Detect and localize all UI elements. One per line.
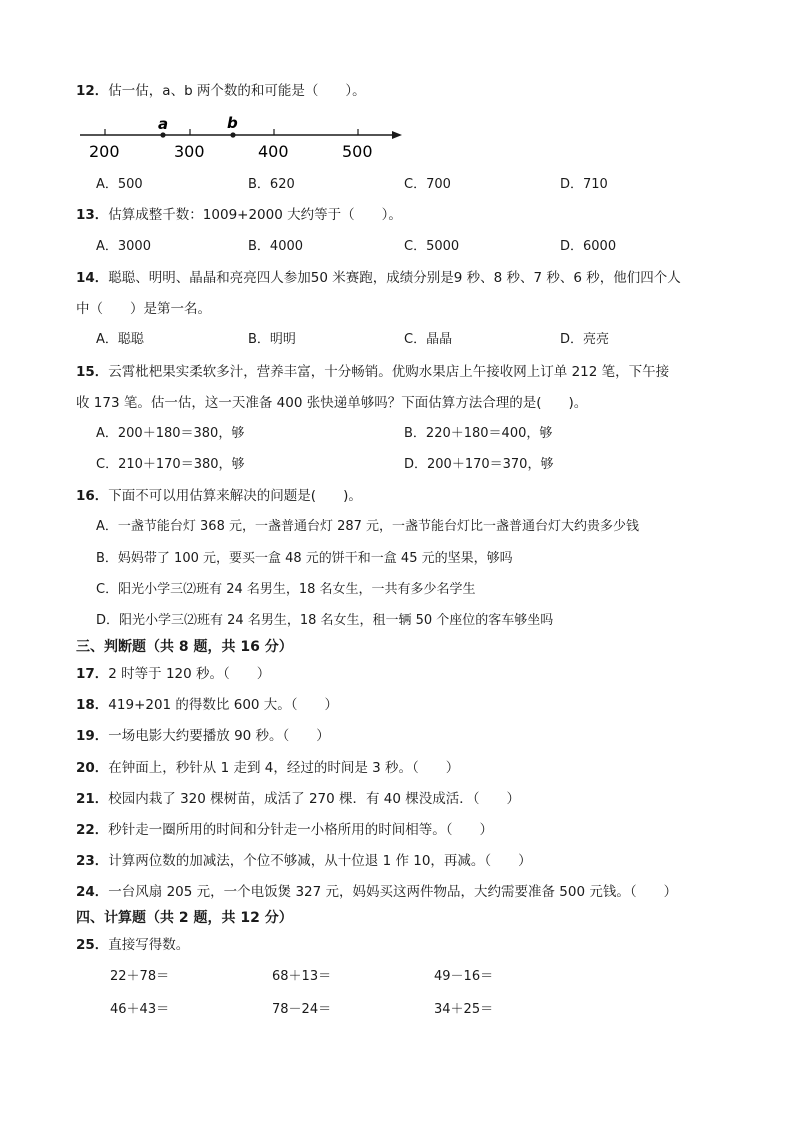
- q24-text: 一台风扇 205 元，一个电饭煲 327 元，妈妈买这两件物品，大约需要准备 500 元钱。（ ）: [108, 884, 678, 900]
- q25-expr-5: 78－24＝: [272, 1002, 332, 1017]
- q15-option-a: A．200＋180＝380，够: [96, 426, 245, 441]
- q16-stem: [76, 487, 362, 505]
- q14-option-d: D．亮亮: [560, 332, 610, 347]
- q19-text: 一场电影大约要播放 90 秒。（ ）: [108, 728, 330, 744]
- q21-number: 21．: [76, 791, 109, 807]
- q23: [76, 852, 532, 870]
- section-4-heading: 四、计算题（共 2 题，共 12 分）: [76, 910, 293, 926]
- q20-number: 20．: [76, 760, 109, 776]
- q12-number: 12．: [76, 83, 109, 99]
- q15-text1: 云霄枇杷果实柔软多汁，营养丰富，十分畅销。优购水果店上午接收网上订单 212 笔，下午接: [108, 364, 670, 380]
- q25-expr-3: 49－16＝: [434, 969, 494, 984]
- q14-option-c: C．晶晶: [404, 332, 453, 347]
- q22: [76, 821, 493, 839]
- q16-text: 下面不可以用估算来解决的问题是( )。: [108, 488, 362, 504]
- point-b-dot: [230, 132, 235, 137]
- number-line-arrow: [392, 131, 402, 139]
- q12-text: 估一估，a、b 两个数的和可能是（ ）。: [108, 83, 366, 99]
- q15-stem-line2: 收 173 笔。估一估，这一天准备 400 张快递单够吗？下面估算方法合理的是( )。: [76, 395, 588, 411]
- q20: [76, 759, 459, 777]
- tick-label-500: 500: [342, 142, 373, 161]
- q12-option-b: B．620: [248, 177, 295, 192]
- section-3-heading: 三、判断题（共 8 题，共 16 分）: [76, 639, 293, 655]
- q22-text: 秒针走一圈所用的时间和分针走一小格所用的时间相等。（ ）: [108, 822, 494, 838]
- q13-stem: [76, 206, 402, 224]
- q24-number: 24．: [76, 884, 109, 900]
- q25-stem: [76, 936, 189, 954]
- q13-option-b: B．4000: [248, 239, 304, 254]
- q12-option-c: C．700: [404, 177, 451, 192]
- q13-option-c: C．5000: [404, 239, 460, 254]
- q12-stem: [76, 82, 366, 100]
- q12-option-a: A．500: [96, 177, 143, 192]
- point-a-label: a: [158, 115, 169, 133]
- q25-number: 25．: [76, 937, 109, 953]
- tick-label-300: 300: [174, 142, 205, 161]
- q25-expr-2: 68＋13＝: [272, 969, 332, 984]
- q18-number: 18．: [76, 697, 109, 713]
- q15-stem-line1: [76, 363, 669, 381]
- q25-text: 直接写得数。: [108, 937, 190, 953]
- point-a-dot: [160, 132, 165, 137]
- tick-label-400: 400: [258, 142, 289, 161]
- q21: [76, 790, 520, 808]
- q16-option-a: A．一盏节能台灯 368 元，一盏普通台灯 287 元，一盏节能台灯比一盏普通台灯大约贵多少钱: [96, 519, 640, 534]
- q14-stem-line1: [76, 269, 681, 287]
- q15-option-d: D．200＋170＝370，够: [404, 457, 554, 472]
- q25-expr-6: 34＋25＝: [434, 1002, 494, 1017]
- q13-number: 13．: [76, 207, 109, 223]
- q14-number: 14．: [76, 270, 109, 286]
- q14-stem-line2: 中（ ）是第一名。: [76, 301, 211, 317]
- q15-option-b: B．220＋180＝400，够: [404, 426, 553, 441]
- tick-label-200: 200: [89, 142, 120, 161]
- q22-number: 22．: [76, 822, 109, 838]
- q16-option-d: D．阳光小学三⑵班有 24 名男生，18 名女生，租一辆 50 个座位的客车够坐吗: [96, 613, 554, 628]
- q16-option-b: B．妈妈带了 100 元，要买一盒 48 元的饼干和一盒 45 元的坚果，够吗: [96, 551, 513, 566]
- q24: [76, 883, 677, 901]
- q25-expr-1: 22＋78＝: [110, 969, 170, 984]
- q13-text: 估算成整千数：1009+2000 大约等于（ ）。: [108, 207, 402, 223]
- q15-option-c: C．210＋170＝380，够: [96, 457, 245, 472]
- q18-text: 419+201 的得数比 600 大。（ ）: [108, 697, 339, 713]
- q13-option-a: A．3000: [96, 239, 151, 254]
- q13-option-d: D．6000: [560, 239, 617, 254]
- q25-expr-4: 46＋43＝: [110, 1002, 170, 1017]
- q16-number: 16．: [76, 488, 109, 504]
- q15-number: 15．: [76, 364, 109, 380]
- q21-text: 校园内栽了 320 棵树苗，成活了 270 棵．有 40 棵没成活．（ ）: [108, 791, 521, 807]
- q23-text: 计算两位数的加减法，个位不够减，从十位退 1 作 10，再减。（ ）: [108, 853, 532, 869]
- q19: [76, 727, 330, 745]
- q14-option-a: A．聪聪: [96, 332, 144, 347]
- q12-option-d: D．710: [560, 177, 608, 192]
- q16-option-c: C．阳光小学三⑵班有 24 名男生，18 名女生，一共有多少名学生: [96, 582, 476, 597]
- point-b-label: b: [227, 114, 238, 132]
- q17-number: 17．: [76, 666, 109, 682]
- q14-option-b: B．明明: [248, 332, 296, 347]
- q23-number: 23．: [76, 853, 109, 869]
- q19-number: 19．: [76, 728, 109, 744]
- q14-text1: 聪聪、明明、晶晶和亮亮四人参加50 米赛跑，成绩分别是9 秒、8 秒、7 秒、6 秒，他们四个人: [108, 270, 681, 286]
- q18: [76, 696, 338, 714]
- q17: [76, 665, 270, 683]
- q20-text: 在钟面上，秒针从 1 走到 4，经过的时间是 3 秒。（ ）: [108, 760, 460, 776]
- q17-text: 2 时等于 120 秒。（ ）: [108, 666, 271, 682]
- number-line: [78, 112, 408, 162]
